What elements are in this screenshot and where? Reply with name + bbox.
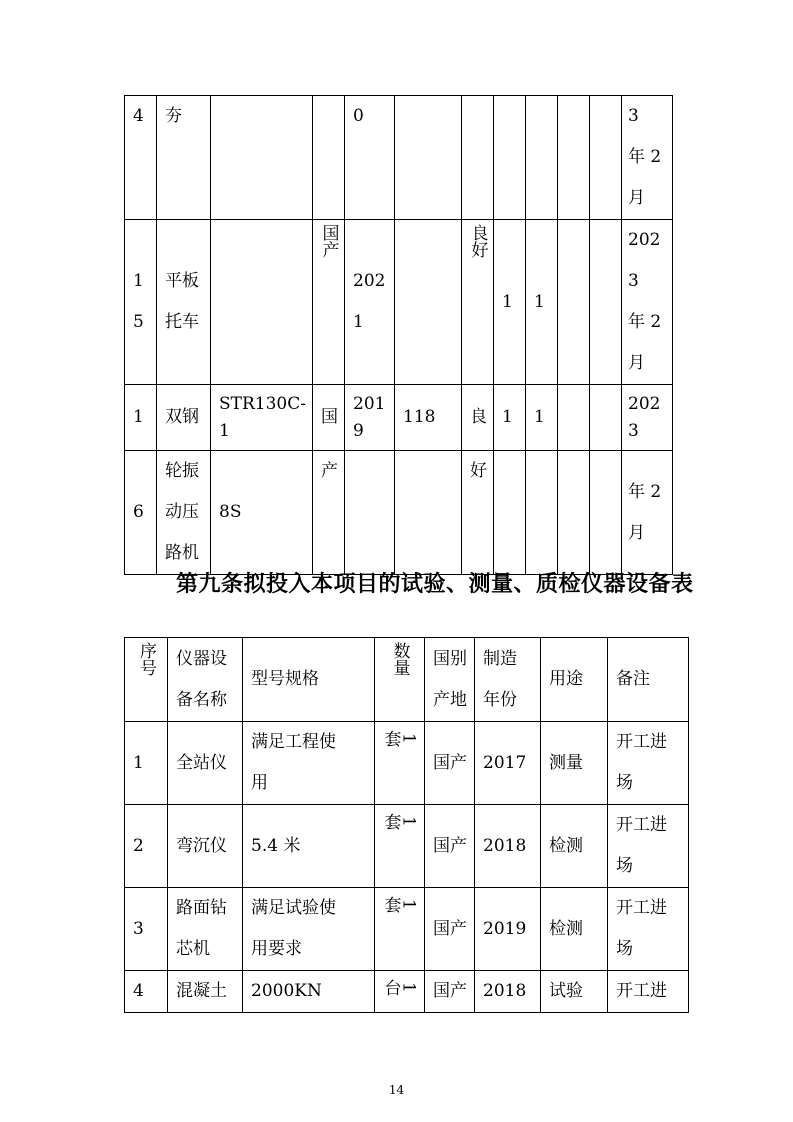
row-year: 2017 xyxy=(475,722,541,805)
row-quantity xyxy=(375,971,425,1013)
row-used xyxy=(590,96,622,220)
row-name: 混凝土 xyxy=(168,971,243,1013)
row-quantity xyxy=(375,888,425,971)
row-no: 4 xyxy=(125,971,168,1013)
row-origin: 国 xyxy=(313,385,345,451)
header-quantity xyxy=(375,638,425,722)
table-row xyxy=(125,96,673,220)
row-name: 轮振 动压 路机 xyxy=(157,451,211,575)
row-quantity-text: 1 套 xyxy=(380,896,419,913)
row-condition xyxy=(462,220,494,385)
row-used xyxy=(590,385,622,451)
section-heading: 第九条拟投入本项目的试验、测量、质检仪器设备表 xyxy=(176,571,694,597)
row-name: 双钢 xyxy=(157,385,211,451)
table-row xyxy=(125,722,689,805)
row-condition-text: 良好 xyxy=(467,224,488,258)
instrument-table xyxy=(124,637,689,1013)
row-quantity: 1 xyxy=(494,385,526,451)
row-new xyxy=(558,220,590,385)
row-model: STR130C- 1 xyxy=(211,385,313,451)
row-origin: 国产 xyxy=(425,722,475,805)
table-header-row xyxy=(125,638,689,722)
row-origin xyxy=(313,220,345,385)
row-arrival: 202 3 xyxy=(622,385,673,451)
header-model: 型号规格 xyxy=(243,638,375,722)
row-quantity-text: 1 台 xyxy=(380,979,419,996)
row-use: 检测 xyxy=(541,888,608,971)
row-year: 0 xyxy=(345,96,395,220)
row-quantity xyxy=(494,451,526,575)
row-no: 6 xyxy=(125,451,157,575)
row-used xyxy=(590,451,622,575)
row-power xyxy=(395,96,462,220)
row-origin: 产 xyxy=(313,451,345,575)
row-arrival: 年 2 月 xyxy=(622,451,673,575)
row-year: 2019 xyxy=(475,888,541,971)
header-use: 用途 xyxy=(541,638,608,722)
row-year: 202 1 xyxy=(345,220,395,385)
row-quantity: 1 xyxy=(494,220,526,385)
row-year xyxy=(345,451,395,575)
row-name: 平板 托车 xyxy=(157,220,211,385)
row-arrival: 3 年 2 月 xyxy=(622,96,673,220)
row-quantity-text: 1 套 xyxy=(380,813,419,830)
row-name: 全站仪 xyxy=(168,722,243,805)
header-origin: 国别 产地 xyxy=(425,638,475,722)
row-owned xyxy=(526,96,558,220)
table-row xyxy=(125,971,689,1013)
row-origin: 国产 xyxy=(425,971,475,1013)
page-number: 14 xyxy=(388,1083,405,1097)
row-no: 1 5 xyxy=(125,220,157,385)
row-model xyxy=(211,96,313,220)
row-origin: 国产 xyxy=(425,805,475,888)
row-no: 3 xyxy=(125,888,168,971)
row-condition: 好 xyxy=(462,451,494,575)
row-model: 8S xyxy=(211,451,313,575)
header-no-text: 序号 xyxy=(136,642,156,676)
row-no: 2 xyxy=(125,805,168,888)
row-used xyxy=(590,220,622,385)
row-new xyxy=(558,96,590,220)
row-use: 测量 xyxy=(541,722,608,805)
row-condition xyxy=(462,96,494,220)
row-power xyxy=(395,451,462,575)
table-row xyxy=(125,385,673,451)
equipment-table xyxy=(124,95,673,575)
row-no: 1 xyxy=(125,722,168,805)
row-owned xyxy=(526,451,558,575)
row-name: 夯 xyxy=(157,96,211,220)
row-use: 检测 xyxy=(541,805,608,888)
row-quantity xyxy=(375,805,425,888)
table-row xyxy=(125,805,689,888)
row-condition: 良 xyxy=(462,385,494,451)
row-model: 5.4 米 xyxy=(243,805,375,888)
row-owned: 1 xyxy=(526,220,558,385)
row-remark: 开工进 场 xyxy=(608,805,689,888)
row-name: 路面钻 芯机 xyxy=(168,888,243,971)
row-quantity xyxy=(494,96,526,220)
row-power: 118 xyxy=(395,385,462,451)
row-power xyxy=(395,220,462,385)
row-quantity xyxy=(375,722,425,805)
row-no: 4 xyxy=(125,96,157,220)
table-row xyxy=(125,451,673,575)
row-model xyxy=(211,220,313,385)
row-year: 2018 xyxy=(475,971,541,1013)
header-name: 仪器设 备名称 xyxy=(168,638,243,722)
row-name: 弯沉仪 xyxy=(168,805,243,888)
row-remark: 开工进 xyxy=(608,971,689,1013)
row-owned: 1 xyxy=(526,385,558,451)
row-use: 试验 xyxy=(541,971,608,1013)
row-remark: 开工进 场 xyxy=(608,722,689,805)
row-model: 满足工程使 用 xyxy=(243,722,375,805)
row-model: 2000KN xyxy=(243,971,375,1013)
row-remark: 开工进 场 xyxy=(608,888,689,971)
header-year: 制造 年份 xyxy=(475,638,541,722)
table-row xyxy=(125,888,689,971)
header-no xyxy=(125,638,168,722)
row-no: 1 xyxy=(125,385,157,451)
table-row xyxy=(125,220,673,385)
row-origin: 国产 xyxy=(425,888,475,971)
row-arrival: 202 3 年 2 月 xyxy=(622,220,673,385)
row-new xyxy=(558,385,590,451)
row-origin xyxy=(313,96,345,220)
row-model: 满足试验使 用要求 xyxy=(243,888,375,971)
row-year: 201 9 xyxy=(345,385,395,451)
header-quantity-text: 数量 xyxy=(389,642,410,676)
row-quantity-text: 1 套 xyxy=(380,730,419,747)
header-remark: 备注 xyxy=(608,638,689,722)
row-new xyxy=(558,451,590,575)
row-origin-text: 国产 xyxy=(318,224,339,258)
row-year: 2018 xyxy=(475,805,541,888)
